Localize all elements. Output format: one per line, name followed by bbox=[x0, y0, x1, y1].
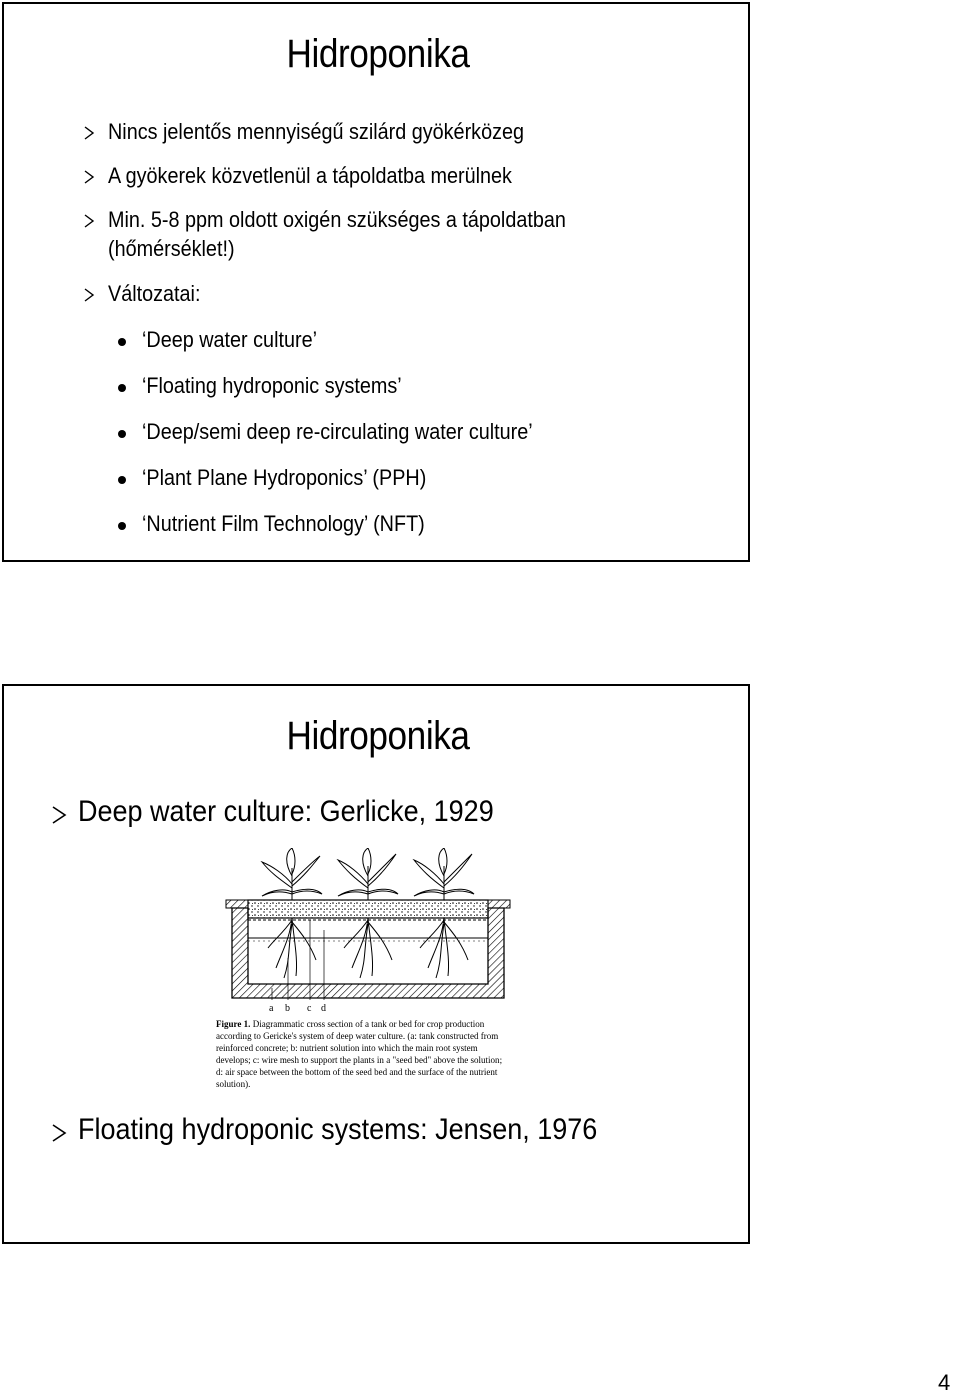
slide-2 bbox=[2, 684, 750, 1244]
arrow-bullet-icon bbox=[50, 806, 68, 824]
page-number: 4 bbox=[938, 1370, 951, 1395]
arrow-bullet-icon bbox=[50, 1124, 68, 1142]
caption-label: Figure 1. bbox=[216, 1020, 251, 1030]
bullet-text: Nincs jelentős mennyiségű szilárd gyökérközeg bbox=[108, 119, 525, 144]
deep-water-culture-diagram bbox=[212, 848, 522, 1018]
arrow-bullet-icon bbox=[82, 288, 96, 302]
subbullet-text: ‘Floating hydroponic systems’ bbox=[142, 373, 402, 398]
arrow-bullet-icon bbox=[82, 170, 96, 184]
caption-text: Diagrammatic cross section of a tank or bed for crop production according to Gericke's system of deep water culture. (a: tank constructed from reinforced concrete; b: nutrient solution into which the main root system develops; c: wire mesh to support the plants in a "seed bed" above the solution; d: air space between the bottom of the seed bed and the surface of the nutrient solution). bbox=[216, 1020, 503, 1090]
slide-title: Hidroponika bbox=[286, 714, 470, 758]
subbullet-text: ‘Deep water culture’ bbox=[142, 327, 317, 352]
dot-bullet-icon bbox=[118, 522, 126, 530]
subbullet-text: ‘Plant Plane Hydroponics’ (PPH) bbox=[142, 465, 427, 490]
bullet-text: Min. 5-8 ppm oldott oxigén szükséges a tápoldatban bbox=[108, 207, 566, 232]
dot-bullet-icon bbox=[118, 338, 126, 346]
figure-caption bbox=[216, 1019, 506, 1091]
bullet-text: A gyökerek közvetlenül a tápoldatba merülnek bbox=[108, 163, 512, 188]
dot-bullet-icon bbox=[118, 430, 126, 438]
slide-1 bbox=[2, 2, 750, 562]
dot-bullet-icon bbox=[118, 384, 126, 392]
dot-bullet-icon bbox=[118, 476, 126, 484]
label-c: c bbox=[307, 1003, 312, 1014]
arrow-bullet-icon bbox=[82, 214, 96, 228]
label-b: b bbox=[285, 1003, 290, 1014]
subbullet-text: ‘Nutrient Film Technology’ (NFT) bbox=[142, 511, 425, 536]
bullet-text: Deep water culture: Gerlicke, 1929 bbox=[78, 795, 494, 828]
label-d: d bbox=[321, 1003, 326, 1014]
label-a: a bbox=[269, 1003, 274, 1014]
bullet-text: Floating hydroponic systems: Jensen, 1976 bbox=[78, 1113, 598, 1146]
subbullet-text: ‘Deep/semi deep re-circulating water culture’ bbox=[142, 419, 533, 444]
arrow-bullet-icon bbox=[82, 126, 96, 140]
bullet-text: Változatai: bbox=[108, 281, 201, 306]
slide-title: Hidroponika bbox=[286, 32, 470, 76]
bullet-text-continuation: (hőmérséklet!) bbox=[108, 236, 235, 261]
